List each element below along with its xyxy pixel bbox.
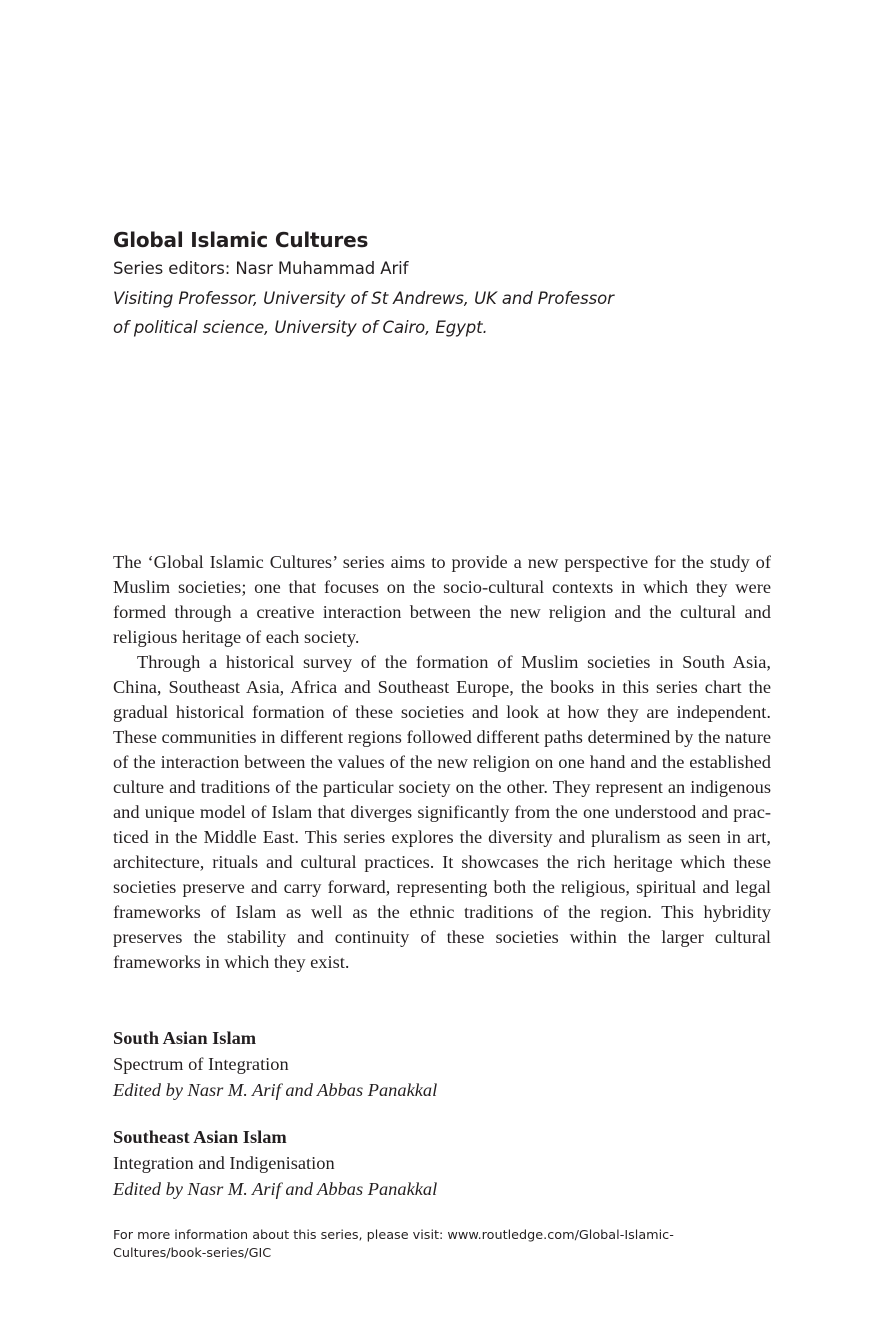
book-title: Southeast Asian Islam (113, 1127, 287, 1147)
book-editors: Edited by Nasr M. Arif and Abbas Panakkal (113, 1179, 438, 1199)
book-list (113, 1025, 773, 1223)
series-header (113, 226, 773, 342)
description-paragraph-2: Through a historical survey of the formation of Muslim societies in South Asia, China, Southeast Asia, Africa and Southeast Europe, the books in this series chart the gradual historical formation of these societies and look at how they are independent. These communities in different regions followed different paths determined by the nature of the interaction between the values of the new religion on one hand and the established culture and traditions of the particular society on the other. They represent an indigenous and unique model of Islam that diverges significantly from the one understood and practiced in the Middle East. This series explores the diversity and pluralism as seen in art, architecture, rituals and cultural practices. It showcases the rich heritage which these societies preserve and carry forward, representing both the religious, spiritual and legal frameworks of Islam as well as the ethnic traditions of the region. This hybridity preserves the stability and continuity of these societies within the larger cultural frameworks in which they exist. (113, 652, 771, 972)
book-entry (113, 1124, 773, 1202)
book-entry (113, 1025, 773, 1103)
series-editors: Series editors: Nasr Muhammad Arif (113, 259, 409, 278)
series-info-footer: For more information about this series, please visit: www.routledge.com/Global-Islamic-Cultures/book-series/GIC (113, 1228, 674, 1261)
series-description (113, 550, 771, 975)
description-paragraph-1: The ‘Global Islamic Cultures’ series aims to provide a new perspective for the study of Muslim societies; one that focuses on the socio-cultural contexts in which they were formed through a creative interaction between the new religion and the cultural and religious heritage of each society. (113, 552, 771, 647)
editor-affiliation-line-2: of political science, University of Cairo, Egypt. (113, 318, 488, 337)
book-editors: Edited by Nasr M. Arif and Abbas Panakkal (113, 1080, 438, 1100)
book-subtitle: Integration and Indigenisation (113, 1153, 335, 1173)
book-title: South Asian Islam (113, 1028, 257, 1048)
book-subtitle: Spectrum of Integration (113, 1054, 289, 1074)
series-title: Global Islamic Cultures (113, 228, 369, 252)
editor-affiliation-line-1: Visiting Professor, University of St Andrews, UK and Professor (113, 289, 614, 308)
